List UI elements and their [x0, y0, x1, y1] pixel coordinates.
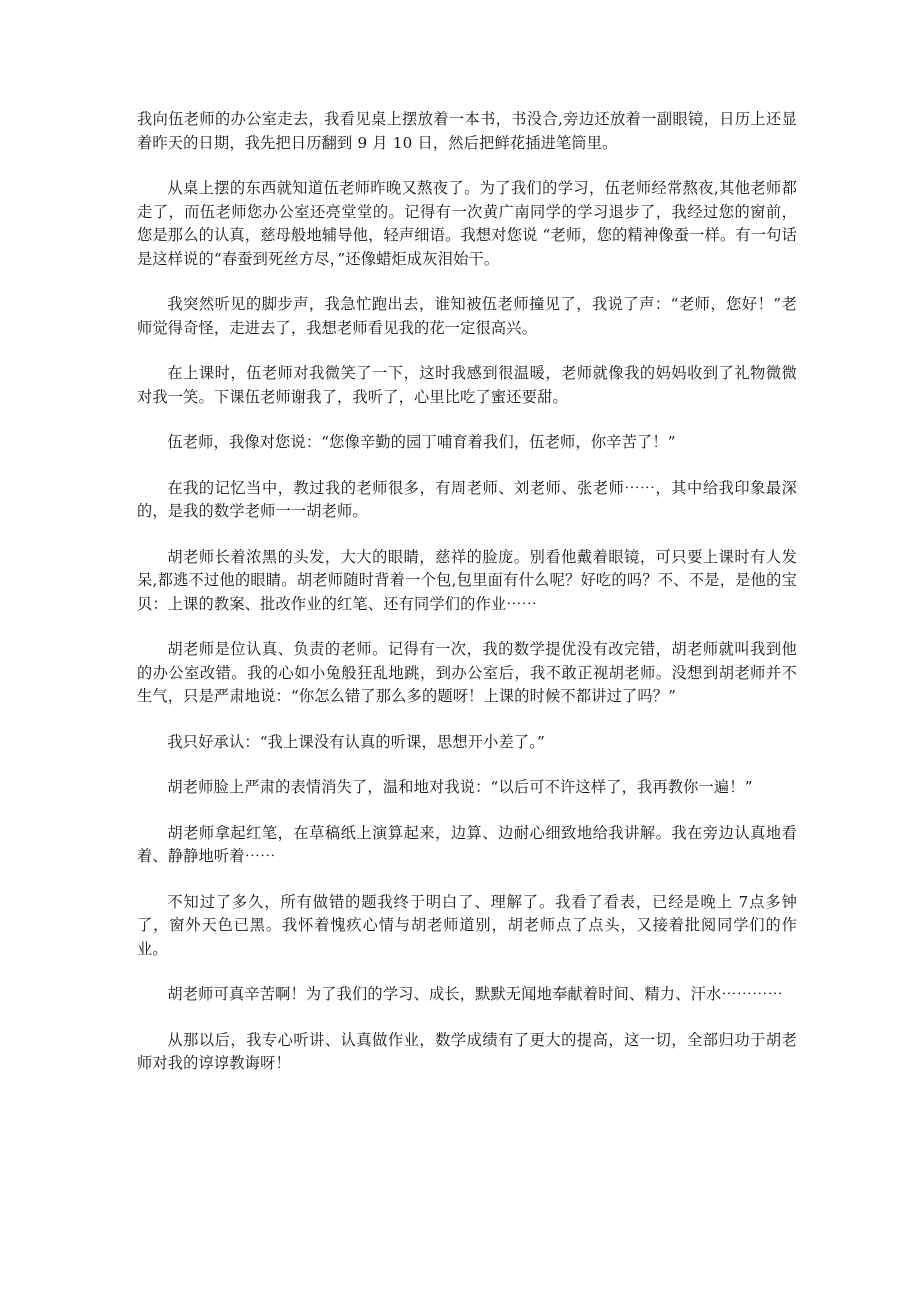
- paragraph-12: 不知过了多久，所有做错的题我终于明白了、理解了。我看了看表，已经是晚上 7点多钟了，窗外天色已黑。我怀着愧疚心情与胡老师道别，胡老师点了点头，又接着批阅同学们的作业。: [137, 892, 797, 958]
- paragraph-14: 从那以后，我专心听讲、认真做作业，数学成绩有了更大的提高，这一切，全部归功于胡老师对我的谆谆教诲呀！: [137, 1030, 797, 1072]
- paragraph-6: 在我的记忆当中，教过我的老师很多，有周老师、刘老师、张老师⋯⋯，其中给我印象最深的，是我的数学老师一一胡老师。: [137, 478, 797, 520]
- document-body: [137, 108, 797, 1098]
- paragraph-3: 我突然听见的脚步声，我急忙跑出去，谁知被伍老师撞见了，我说了声：“老师，您好！”老师觉得奇怪，走进去了，我想老师看见我的花一定很高兴。: [137, 295, 797, 337]
- paragraph-5: 伍老师，我像对您说：“您像辛勤的园丁哺育着我们，伍老师，你辛苦了！”: [167, 433, 676, 451]
- paragraph-13: 胡老师可真辛苦啊！为了我们的学习、成长，默默无闻地奉献着时间、精力、汗水⋯⋯⋯⋯: [167, 985, 783, 1003]
- paragraph-2: 从桌上摆的东西就知道伍老师昨晚又熬夜了。为了我们的学习，伍老师经常熬夜,其他老师都走了，而伍老师您办公室还亮堂堂的。记得有一次黄广南同学的学习退步了，我经过您的窗前，您是那么的认真，慈母般地辅导他，轻声细语。我想对您说 “老师，您的精神像蚕一样。有一句话是这样说的“春蚕到死丝方尽，”还像蜡炬成灰泪始干。: [137, 179, 797, 268]
- paragraph-11: 胡老师拿起红笔，在草稿纸上演算起来，边算、边耐心细致地给我讲解。我在旁边认真地看着、静静地听着⋯⋯: [137, 823, 797, 865]
- paragraph-9: 我只好承认：“我上课没有认真的听课，思想开小差了。”: [167, 732, 546, 751]
- paragraph-8: 胡老师是位认真、负责的老师。记得有一次，我的数学提优没有改完错，胡老师就叫我到他的办公室改错。我的心如小兔般狂乱地跳，到办公室后，我不敢正视胡老师。没想到胡老师并不生气，只是严肃地说：“你怎么错了那么多的题呀！上课的时候不都讲过了吗？”: [137, 640, 797, 705]
- paragraph-10: 胡老师脸上严肃的表情消失了，温和地对我说：“以后可不许这样了，我再教你一遍！”: [167, 778, 753, 796]
- paragraph-1: 我向伍老师的办公室走去，我看见桌上摆放着一本书，书没合,旁边还放着一副眼镜，日历上还显着昨天的日期，我先把日历翻到 9 月 10 日，然后把鲜花插进笔筒里。: [137, 110, 797, 152]
- paragraph-7: 胡老师长着浓黑的头发，大大的眼睛，慈祥的脸庞。别看他戴着眼镜，可只要上课时有人发呆,都逃不过他的眼睛。胡老师随时背着一个包,包里面有什么呢？好吃的吗？不、不是，是他的宝贝：上课的教案、批改作业的红笔、还有同学们的作业⋯⋯: [137, 547, 797, 613]
- paragraph-4: 在上课时，伍老师对我微笑了一下，这时我感到很温暖，老师就像我的妈妈收到了礼物微微对我一笑。下课伍老师谢我了，我听了，心里比吃了蜜还要甜。: [137, 364, 797, 406]
